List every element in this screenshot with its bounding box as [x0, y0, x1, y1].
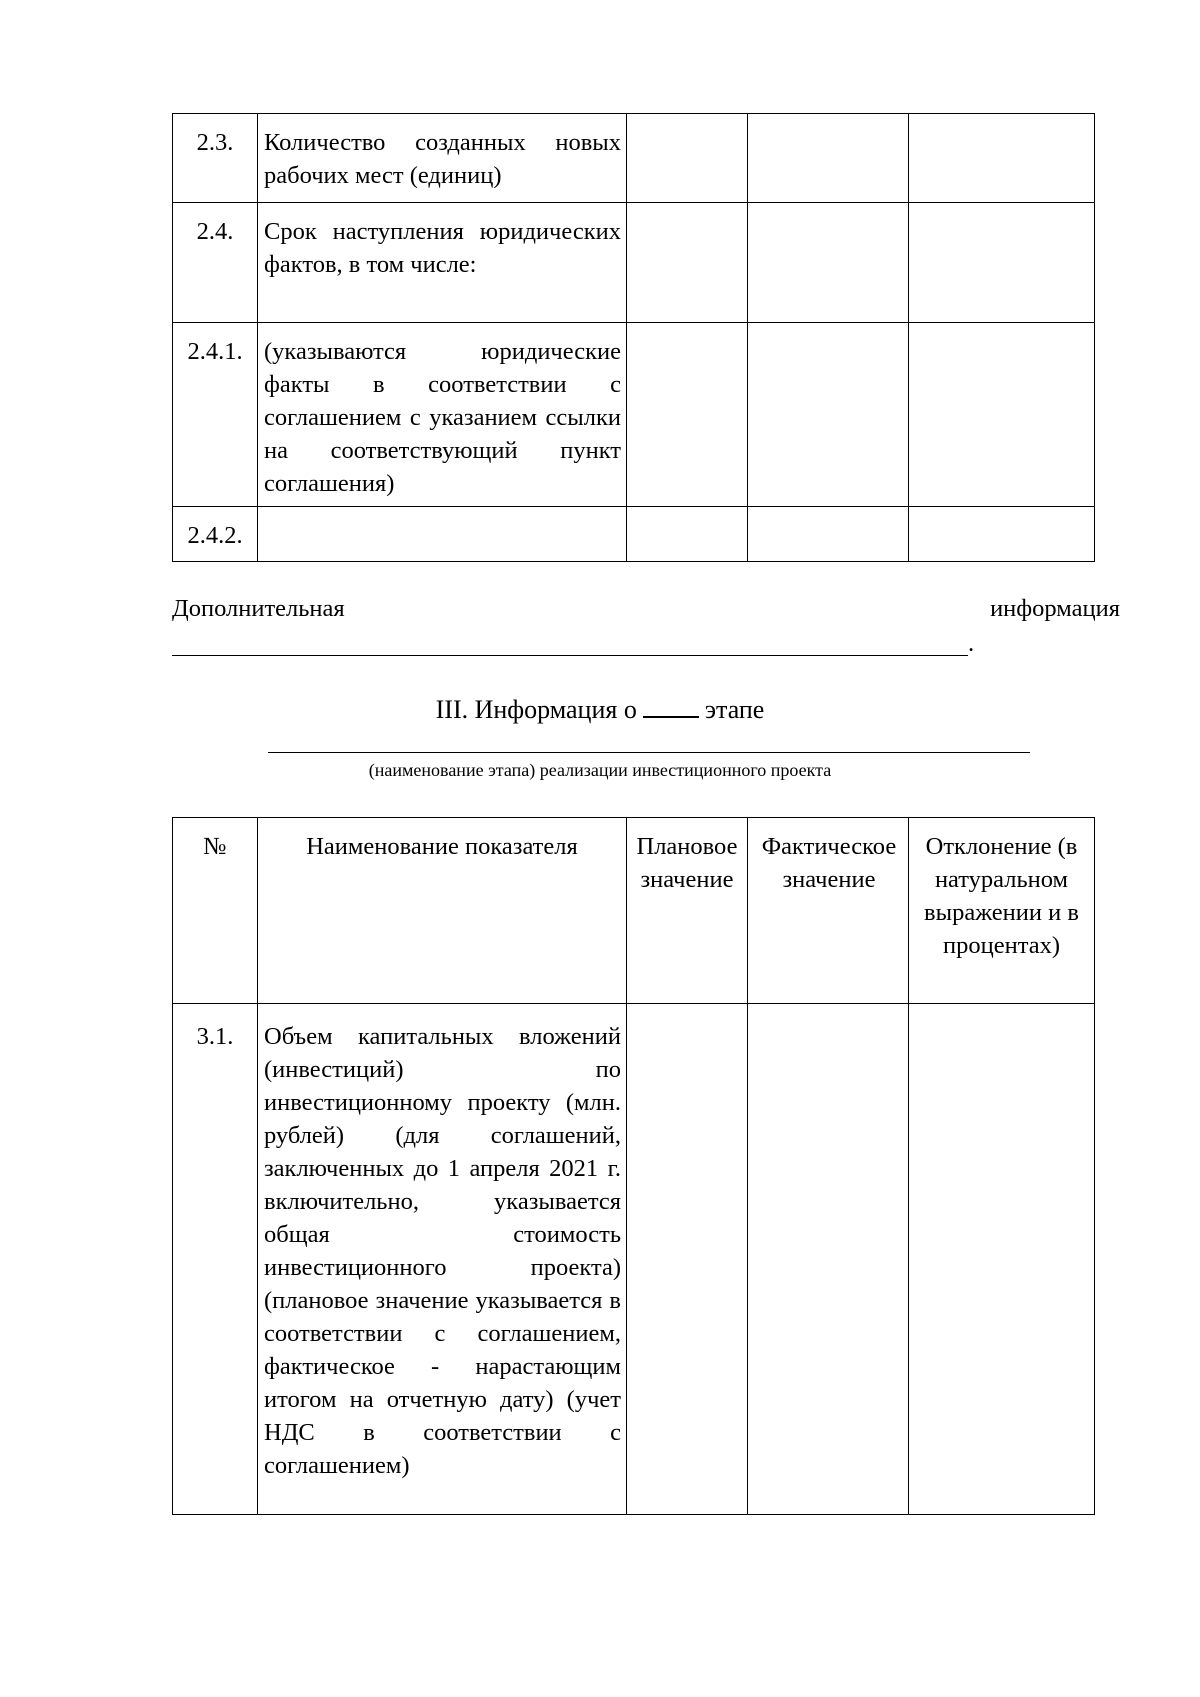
fact-value-cell [748, 507, 909, 562]
plan-value-cell [627, 1004, 748, 1515]
plan-value-cell [627, 203, 748, 323]
additional-info-word2: информация [990, 595, 1120, 622]
row-number: 2.4.1. [173, 323, 258, 507]
header-indicator-name: Наименование показателя [258, 818, 627, 1004]
indicator-name: (указываются юридические факты в соответствии с соглашением с указанием ссылки на соответствующий пункт соглашения) [258, 323, 627, 507]
indicator-name: Срок наступления юридических фактов, в том числе: [258, 203, 627, 323]
table-header-row [173, 818, 1095, 1004]
additional-info-end: . [968, 630, 975, 657]
header-plan-value: Плановое значение [627, 818, 748, 1004]
deviation-cell [909, 323, 1095, 507]
deviation-cell [909, 114, 1095, 203]
table-row [173, 203, 1095, 323]
plan-value-cell [627, 323, 748, 507]
section-title-part2: этапе [704, 695, 765, 724]
stage-indicators-table [172, 817, 1095, 1515]
plan-value-cell [627, 507, 748, 562]
table-row [173, 323, 1095, 507]
row-number: 2.3. [173, 114, 258, 203]
header-fact-value: Фактическое значение [748, 818, 909, 1004]
row-number: 2.4. [173, 203, 258, 323]
stage-number-blank [643, 694, 699, 718]
table-row [173, 507, 1095, 562]
fact-value-cell [748, 203, 909, 323]
row-number: 3.1. [173, 1004, 258, 1515]
plan-value-cell [627, 114, 748, 203]
deviation-cell [909, 507, 1095, 562]
additional-info-fill-line [172, 655, 968, 656]
row-number: 2.4.2. [173, 507, 258, 562]
section-title-part1: III. Информация о [435, 695, 637, 724]
header-number: № [173, 818, 258, 1004]
section-title [0, 694, 1200, 725]
stage-name-fill-line [268, 752, 1030, 753]
deviation-cell [909, 1004, 1095, 1515]
stage-name-caption: (наименование этапа) реализации инвестиционного проекта [368, 760, 832, 780]
header-deviation: Отклонение (в натуральном выражении и в процентах) [909, 818, 1095, 1004]
table-row [173, 1004, 1095, 1515]
additional-info-word1: Дополнительная [172, 595, 345, 622]
indicator-name: Объем капитальных вложений (инвестиций) по инвестиционному проекту (млн. рублей) (для соглашений, заключенных до 1 апреля 2021 г. включительно, указывается общая стоимость инвестиционного проекта) (плановое значение указывается в соответствии с соглашением, фактическое - нарастающим итогом на отчетную дату) (учет НДС в соответствии с соглашением) [258, 1004, 627, 1515]
fact-value-cell [748, 1004, 909, 1515]
fact-value-cell [748, 114, 909, 203]
deviation-cell [909, 203, 1095, 323]
indicator-name: Количество созданных новых рабочих мест (единиц) [258, 114, 627, 203]
indicators-table-continued [172, 113, 1095, 562]
table-row [173, 114, 1095, 203]
indicator-name [258, 507, 627, 562]
fact-value-cell [748, 323, 909, 507]
